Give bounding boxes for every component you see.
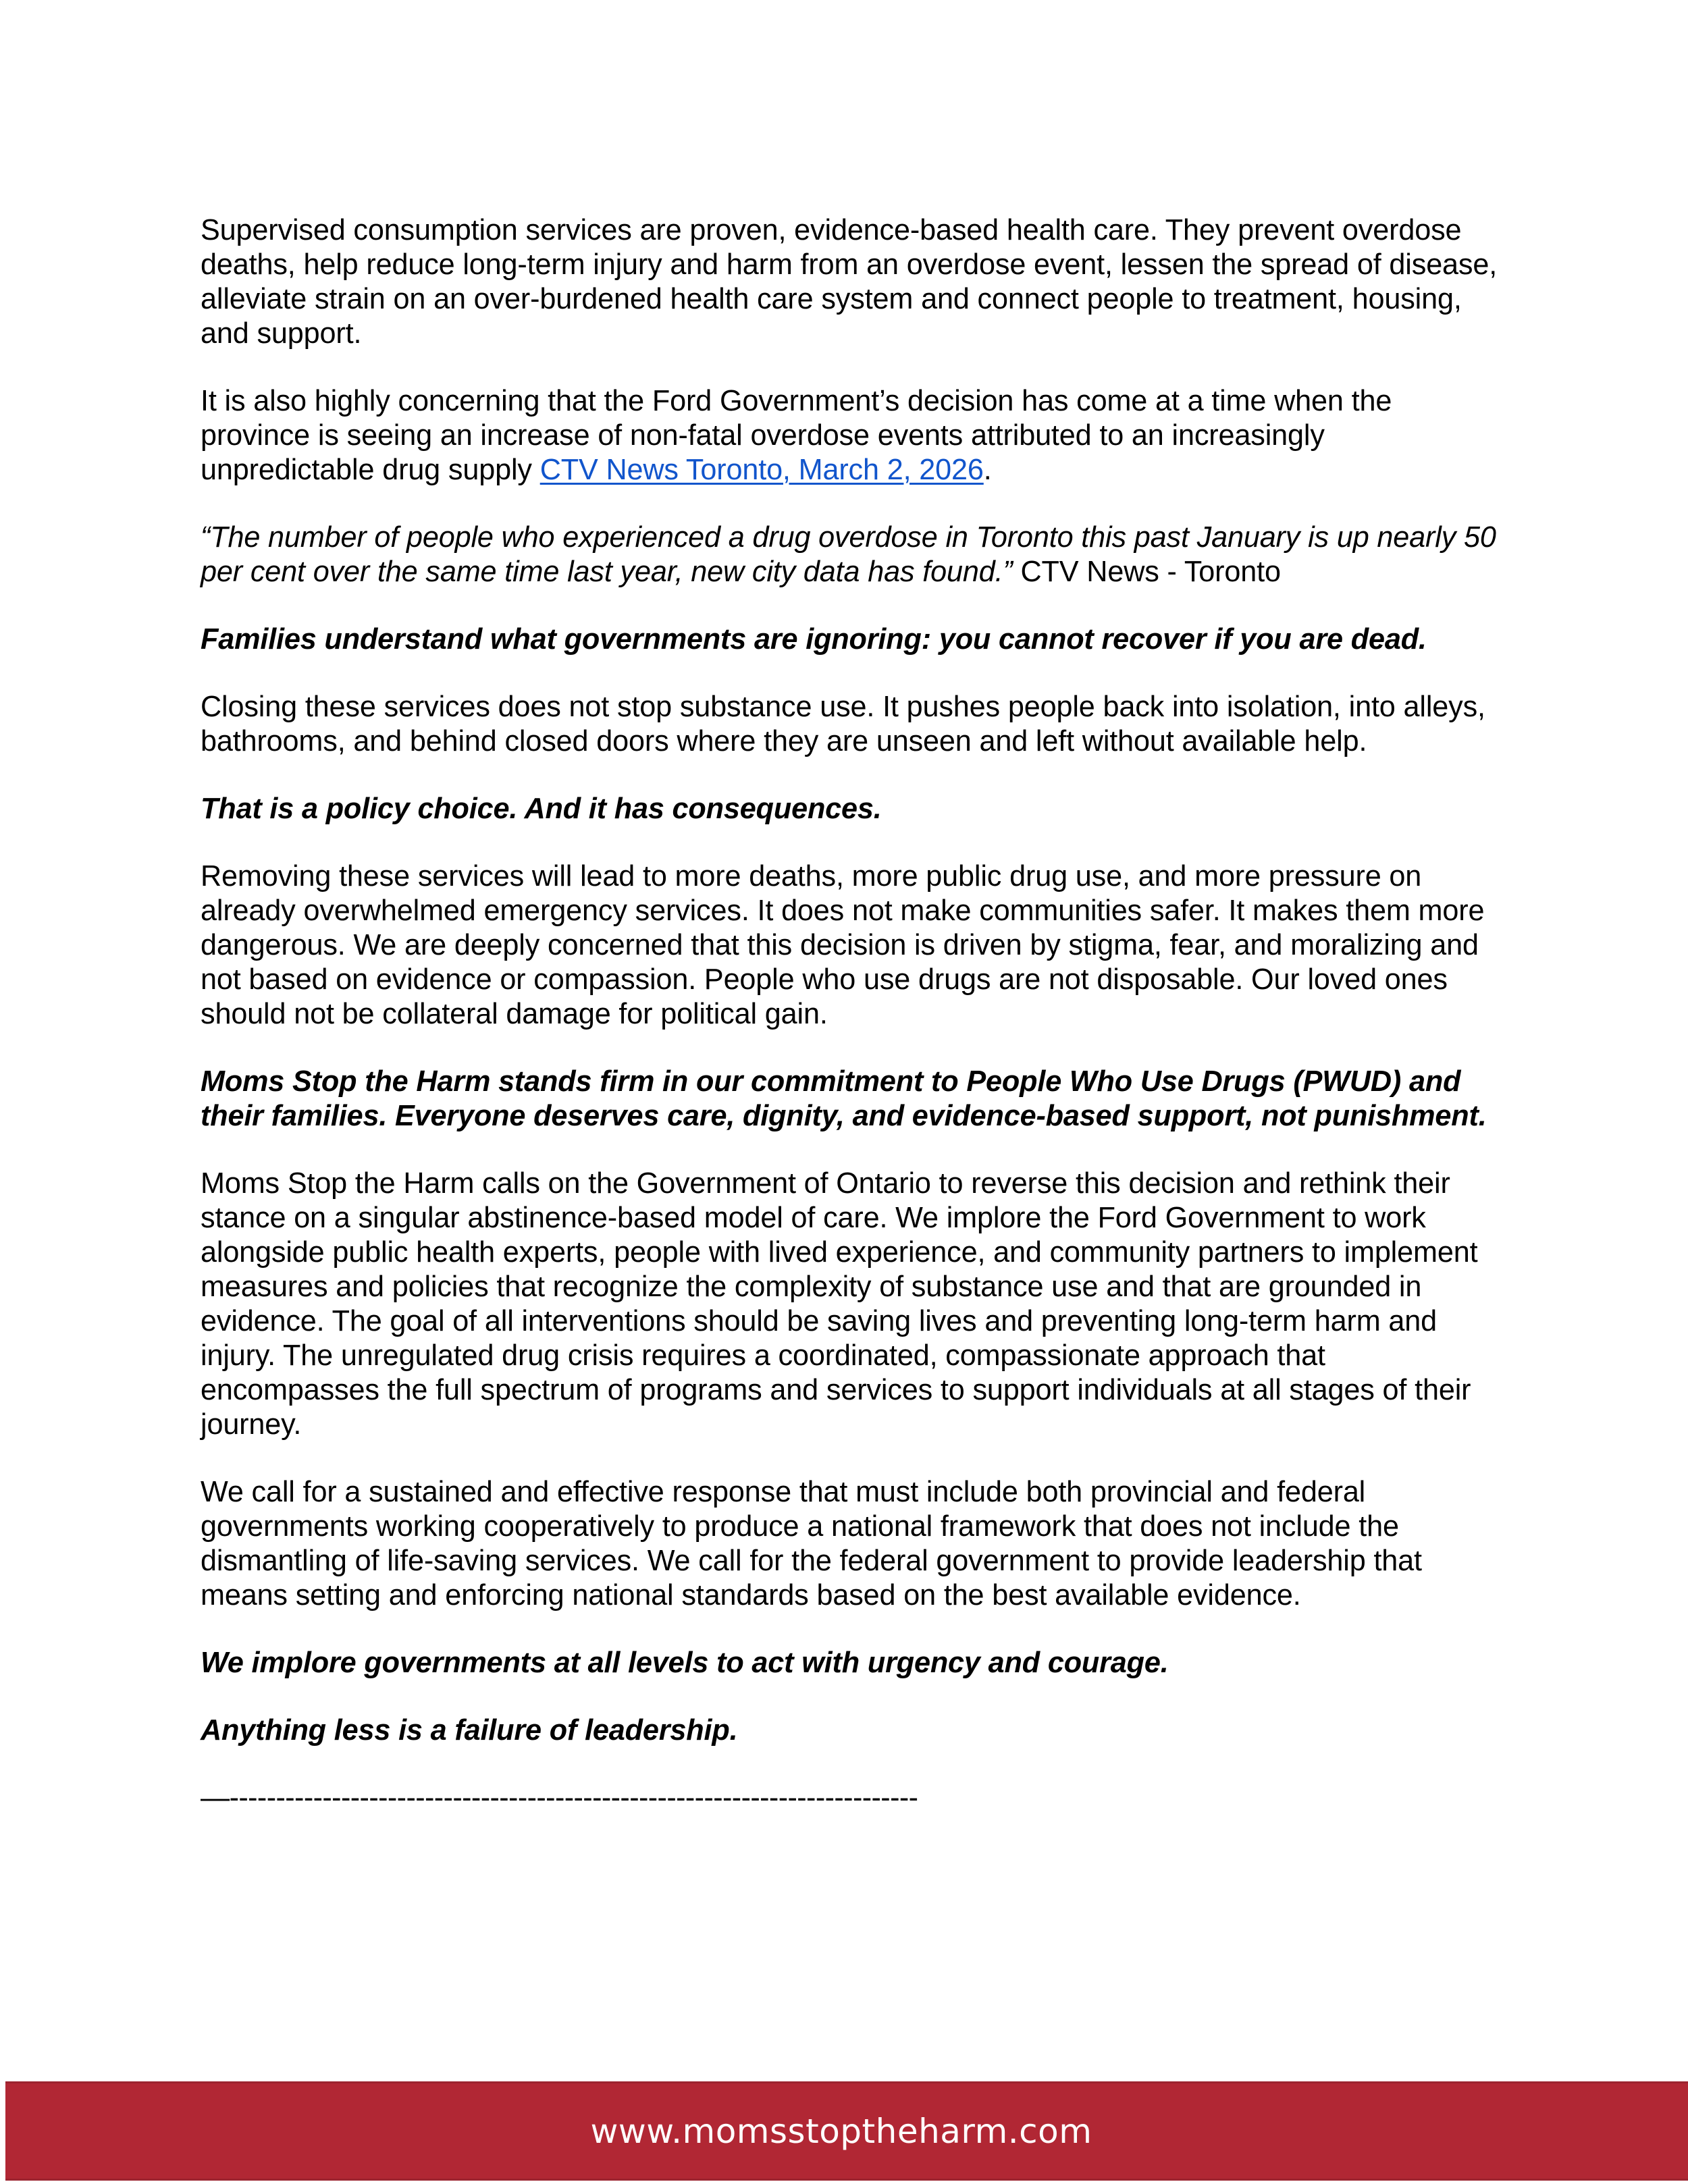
emphasis-policy-choice: That is a policy choice. And it has consequences. bbox=[201, 793, 882, 825]
document-body bbox=[201, 213, 1504, 1815]
paragraph-removing-services: Removing these services will lead to more deaths, more public drug use, and more pressure on already overwhelmed emergency services. It does not make communities safer. It makes them more dangerous. We are deeply concerned that this decision is driven by stigma, fear, and moralizing and not based on evidence or compassion. People who use drugs are not disposable. Our loved ones should not be collateral damage for political gain. bbox=[201, 860, 1485, 1030]
emphasis-implore-governments: We implore governments at all levels to act with urgency and courage. bbox=[201, 1647, 1169, 1679]
paragraph-closing-services: Closing these services does not stop substance use. It pushes people back into isolation, into alleys, bathrooms, and behind closed doors where they are unseen and left without available help. bbox=[201, 691, 1485, 757]
paragraph-end: . bbox=[983, 454, 992, 486]
emphasis-families-understand: Families understand what governments are ignoring: you cannot recover if you are dead. bbox=[201, 623, 1427, 656]
emphasis-failure-of-leadership: Anything less is a failure of leadership. bbox=[201, 1714, 738, 1747]
paragraph-ford-government-concern bbox=[201, 384, 1504, 487]
paragraph-calls-on-ontario: Moms Stop the Harm calls on the Government of Ontario to reverse this decision and rethink their stance on a singular abstinence-based model of care. We implore the Ford Government to work alongside public health experts, people with lived experience, and community partners to implement measures and policies that recognize the complexity of substance use and that are grounded in evidence. The goal of all interventions should be saving lives and preventing long-term harm and injury. The unregulated drug crisis requires a coordinated, compassionate approach that encompasses the full spectrum of programs and services to support individuals at all stages of their journey. bbox=[201, 1167, 1478, 1441]
quote-text: “The number of people who experienced a drug overdose in Toronto this past January is up nearly 50 per cent over the same time last year, new city data has found.” bbox=[201, 521, 1496, 588]
paragraph-national-framework: We call for a sustained and effective response that must include both provincial and federal governments working cooperatively to produce a national framework that does not include the dismantling of life-saving services. We call for the federal government to provide leadership that means setting and enforcing national standards based on the best available evidence. bbox=[201, 1476, 1422, 1612]
footer-banner bbox=[5, 2081, 1688, 2181]
emphasis-moms-stop-the-harm-commitment: Moms Stop the Harm stands firm in our commitment to People Who Use Drugs (PWUD) and their families. Everyone deserves care, dignity, and evidence-based support, not punishment. bbox=[201, 1065, 1487, 1132]
ctv-quote bbox=[201, 521, 1504, 589]
ctv-news-link[interactable]: CTV News Toronto, March 2, 2026 bbox=[539, 454, 984, 486]
paragraph-text: It is also highly concerning that the Ford Government’s decision has come at a time when the province is seeing an increase of non-fatal overdose events attributed to an increasingly unpredictable drug supply bbox=[201, 385, 1392, 486]
quote-source: CTV News - Toronto bbox=[1012, 556, 1281, 588]
paragraph-supervised-consumption: Supervised consumption services are proven, evidence-based health care. They prevent overdose deaths, help reduce long-term injury and harm from an overdose event, lessen the spread of disease, alleviate strain on an over-burdened health care system and connect people to treatment, housing, and support. bbox=[201, 214, 1498, 350]
text-divider: —-------------------------------------------------------------------------- bbox=[201, 1782, 918, 1814]
website-url: www.momsstoptheharm.com bbox=[590, 2111, 1092, 2151]
